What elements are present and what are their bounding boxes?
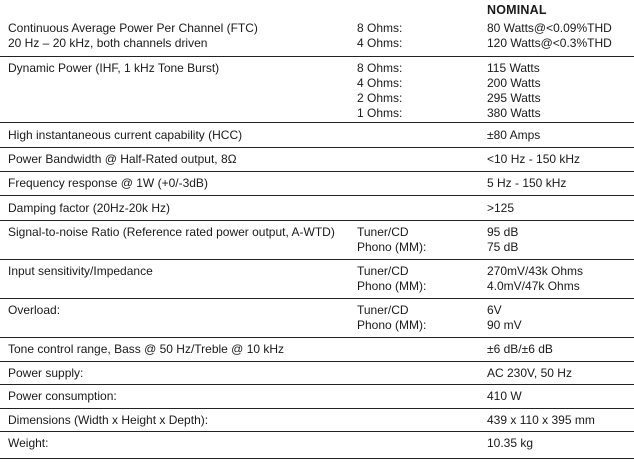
spec-value-line: <10 Hz - 150 kHz — [487, 152, 581, 166]
spec-label-line: Power consumption: — [8, 389, 117, 403]
row-divider — [0, 431, 634, 432]
row-divider — [0, 259, 634, 260]
row-divider — [0, 298, 634, 299]
spec-label-line: Continuous Average Power Per Channel (FTC) — [8, 21, 258, 35]
spec-label — [8, 342, 284, 357]
spec-value-line: 295 Watts — [487, 91, 541, 105]
spec-value-line: 380 Watts — [487, 106, 541, 120]
spec-condition-line: Phono (MM): — [357, 240, 427, 254]
spec-label-line: Power supply: — [8, 366, 84, 380]
spec-value-line: >125 — [487, 201, 515, 215]
spec-label-line: Overload: — [8, 303, 61, 317]
spec-condition-line: 4 Ohms: — [357, 76, 403, 90]
spec-label — [8, 61, 219, 76]
spec-label — [8, 366, 83, 381]
spec-condition-line: Phono (MM): — [357, 318, 427, 332]
spec-condition-line: 1 Ohms: — [357, 106, 403, 120]
spec-value — [487, 201, 514, 216]
spec-value-line: 4.0mV/47k Ohms — [487, 279, 580, 293]
spec-label — [8, 152, 237, 167]
spec-condition-line: 8 Ohms: — [357, 61, 403, 75]
spec-condition-line: Phono (MM): — [357, 279, 427, 293]
spec-value-line: ±6 dB/±6 dB — [487, 342, 553, 356]
spec-label-line: Dynamic Power (IHF, 1 kHz Tone Burst) — [8, 61, 220, 75]
spec-label — [8, 264, 153, 279]
spec-condition — [357, 303, 426, 333]
spec-label-line: Damping factor (20Hz-20k Hz) — [8, 201, 171, 215]
spec-value-line: 90 mV — [487, 318, 522, 332]
spec-value-line: 75 dB — [487, 240, 519, 254]
spec-label — [8, 201, 170, 216]
spec-label — [8, 225, 335, 240]
spec-label-line: Power Bandwidth @ Half-Rated output, 8Ω — [8, 152, 237, 166]
spec-label — [8, 413, 208, 428]
spec-label-line: Frequency response @ 1W (+0/-3dB) — [8, 176, 208, 190]
row-divider — [0, 122, 634, 123]
spec-condition-line: Tuner/CD — [357, 264, 409, 278]
spec-value — [487, 21, 612, 51]
spec-value-line: 10.35 kg — [487, 436, 534, 450]
row-divider — [0, 384, 634, 385]
spec-value-line: 120 Watts@<0.3%THD — [487, 36, 612, 50]
spec-value — [487, 264, 583, 294]
spec-value-line: 115 Watts — [487, 61, 540, 75]
spec-label — [8, 389, 117, 404]
row-divider — [0, 195, 634, 196]
spec-value-line: 439 x 110 x 395 mm — [487, 413, 595, 427]
spec-value — [487, 176, 566, 191]
row-divider — [0, 220, 634, 221]
spec-condition — [357, 61, 402, 121]
row-divider — [0, 171, 634, 172]
spec-label — [8, 176, 208, 191]
spec-label-line: Input sensitivity/Impedance — [8, 264, 153, 278]
spec-value — [487, 225, 518, 255]
spec-value-line: 200 Watts — [487, 76, 541, 90]
column-header-nominal: NOMINAL — [487, 3, 547, 17]
spec-label-line: Weight: — [8, 436, 49, 450]
spec-value — [487, 436, 533, 451]
spec-value-line: 95 dB — [487, 225, 519, 239]
spec-value-line: 6V — [487, 303, 502, 317]
spec-label-line: Signal-to-noise Ratio (Reference rated power output, A-WTD) — [8, 225, 335, 239]
spec-label — [8, 436, 48, 451]
spec-value-line: 5 Hz - 150 kHz — [487, 176, 567, 190]
row-divider — [0, 458, 634, 459]
spec-value-line: ±80 Amps — [487, 128, 541, 142]
spec-value — [487, 152, 580, 167]
spec-condition-line: 8 Ohms: — [357, 21, 403, 35]
row-divider — [0, 147, 634, 148]
spec-condition-line: 4 Ohms: — [357, 36, 403, 50]
spec-value — [487, 342, 553, 357]
spec-condition-line: Tuner/CD — [357, 225, 409, 239]
spec-value — [487, 389, 522, 404]
row-divider — [0, 408, 634, 409]
spec-value — [487, 413, 595, 428]
row-divider — [0, 361, 634, 362]
spec-value-line: 80 Watts@<0.09%THD — [487, 21, 612, 35]
spec-value — [487, 303, 522, 333]
spec-value-line: AC 230V, 50 Hz — [487, 366, 572, 380]
spec-condition-line: 2 Ohms: — [357, 91, 403, 105]
row-divider — [0, 337, 634, 338]
spec-value — [487, 366, 572, 381]
spec-value-line: 410 W — [487, 389, 522, 403]
spec-label-line: 20 Hz – 20 kHz, both channels driven — [8, 36, 208, 50]
spec-label-line: Dimensions (Width x Height x Depth): — [8, 413, 209, 427]
spec-condition — [357, 21, 402, 51]
spec-label — [8, 21, 258, 51]
spec-label — [8, 303, 60, 318]
spec-condition-line: Tuner/CD — [357, 303, 409, 317]
spec-label-line: High instantaneous current capability (HCC) — [8, 128, 243, 142]
spec-condition — [357, 225, 426, 255]
row-divider — [0, 56, 634, 57]
spec-label-line: Tone control range, Bass @ 50 Hz/Treble @ 10 kHz — [8, 342, 285, 356]
spec-value-line: 270mV/43k Ohms — [487, 264, 584, 278]
spec-label — [8, 128, 242, 143]
spec-condition — [357, 264, 426, 294]
spec-value — [487, 128, 540, 143]
spec-value — [487, 61, 541, 121]
